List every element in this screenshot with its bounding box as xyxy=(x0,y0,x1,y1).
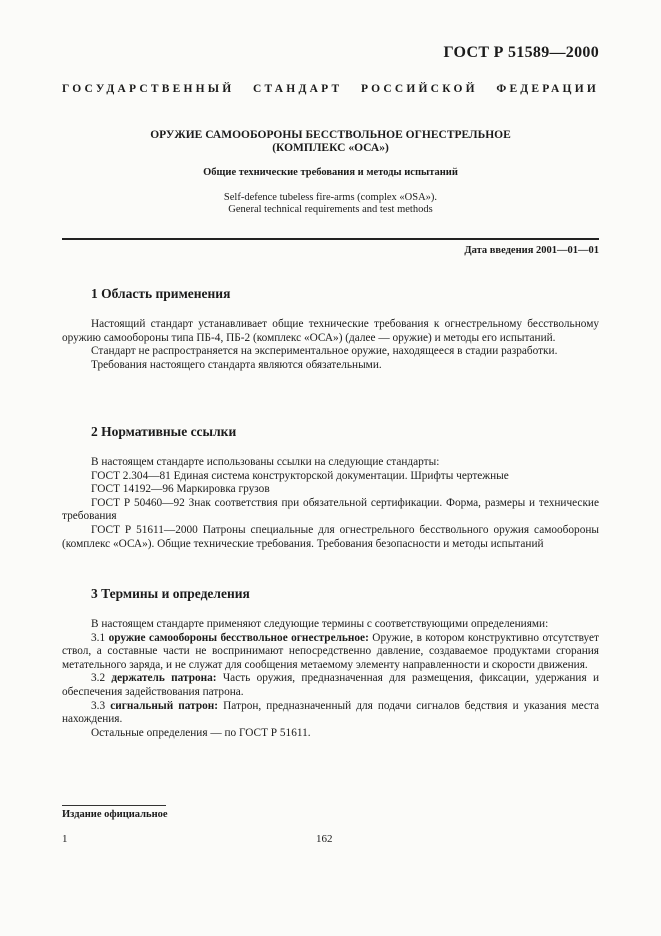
reference-item: ГОСТ 14192—96 Маркировка грузов xyxy=(91,483,270,496)
definition-item xyxy=(62,672,599,699)
definition-term: держатель патрона: xyxy=(111,672,217,685)
section-heading: 3 Термины и определения xyxy=(91,586,250,601)
reference-item: ГОСТ 2.304—81 Единая система конструкторской документации. Шрифты чертежные xyxy=(91,469,509,482)
section-terms-definitions xyxy=(62,586,599,740)
document-subtitle: Общие технические требования и методы испытаний xyxy=(203,167,458,178)
section-normative-references xyxy=(62,424,599,551)
definition-term: сигнальный патрон: xyxy=(110,699,219,712)
footer-divider xyxy=(62,805,166,806)
section-heading: 1 Область применения xyxy=(91,286,231,301)
reference-item: ГОСТ Р 51611—2000 Патроны специальные для огнестрельного бесствольного оружия самообороны (комплекс «ОСА»). Общие технические требования. Требования безопасности и методы испытаний xyxy=(62,523,599,550)
paragraph: Требования настоящего стандарта являются обязательными. xyxy=(91,358,382,371)
section-heading: 2 Нормативные ссылки xyxy=(91,424,237,439)
paragraph: В настоящем стандарте использованы ссылки на следующие стандарты: xyxy=(91,456,440,468)
paragraph: Стандарт не распространяется на экспериментальное оружие, находящееся в стадии разработки. xyxy=(91,345,558,358)
definition-item xyxy=(62,632,599,673)
edition-note: Издание официальное xyxy=(62,809,168,820)
english-title-line-1: Self-defence tubeless fire-arms (complex «OSA»). xyxy=(223,192,438,203)
definition-number: 3.1 xyxy=(91,631,106,644)
standard-code: ГОСТ Р 51589—2000 xyxy=(443,44,599,61)
english-title-line-2: General technical requirements and test methods xyxy=(228,204,433,215)
sheet-number: 1 xyxy=(62,833,68,845)
definition-number: 3.2 xyxy=(91,672,106,685)
title-line-1: ОРУЖИЕ САМООБОРОНЫ БЕССТВОЛЬНОЕ ОГНЕСТРЕЛЬНОЕ xyxy=(150,129,511,141)
introduction-date: Дата введения 2001—01—01 xyxy=(464,245,599,256)
definition-number: 3.3 xyxy=(91,699,106,712)
document-title xyxy=(62,129,599,155)
reference-item: ГОСТ Р 50460—92 Знак соответствия при обязательной сертификации. Форма, размеры и технические требования xyxy=(62,496,599,523)
english-title xyxy=(62,192,599,216)
page-number: 162 xyxy=(316,833,333,845)
paragraph: Остальные определения — по ГОСТ Р 51611. xyxy=(91,726,311,739)
section-scope xyxy=(62,286,599,372)
title-line-2: (КОМПЛЕКС «ОСА») xyxy=(272,142,389,154)
state-standard-title: ГОСУДАРСТВЕННЫЙ СТАНДАРТ РОССИЙСКОЙ ФЕДЕРАЦИИ xyxy=(62,83,599,95)
header-divider xyxy=(62,238,599,240)
definition-text: Патрон, предназначенный для подачи сигналов бедствия и указания места нахождения. xyxy=(62,699,600,726)
definition-term: оружие самообороны бесствольное огнестрельное: xyxy=(108,631,369,644)
definition-item xyxy=(62,700,599,727)
paragraph: В настоящем стандарте применяют следующие термины с соответствующими определениями: xyxy=(91,618,549,630)
definition-text: Оружие, в котором конструктивно отсутствует ствол, а составные части не воспринимают непосредственно давление, создаваемое продуктами сгорания метательного заряда, и не служат для сообщения метаемому элементу направленности и скорости движения. xyxy=(62,631,599,671)
definition-text: Часть оружия, предназначенная для размещения, фиксации, удержания и обеспечения задействования патрона. xyxy=(62,672,599,698)
paragraph: Настоящий стандарт устанавливает общие технические требования к огнестрельному бесствольному оружию самообороны типа ПБ-4, ПБ-2 (комплекс «ОСА») (далее — оружие) и методы его испытаний. xyxy=(62,318,599,344)
